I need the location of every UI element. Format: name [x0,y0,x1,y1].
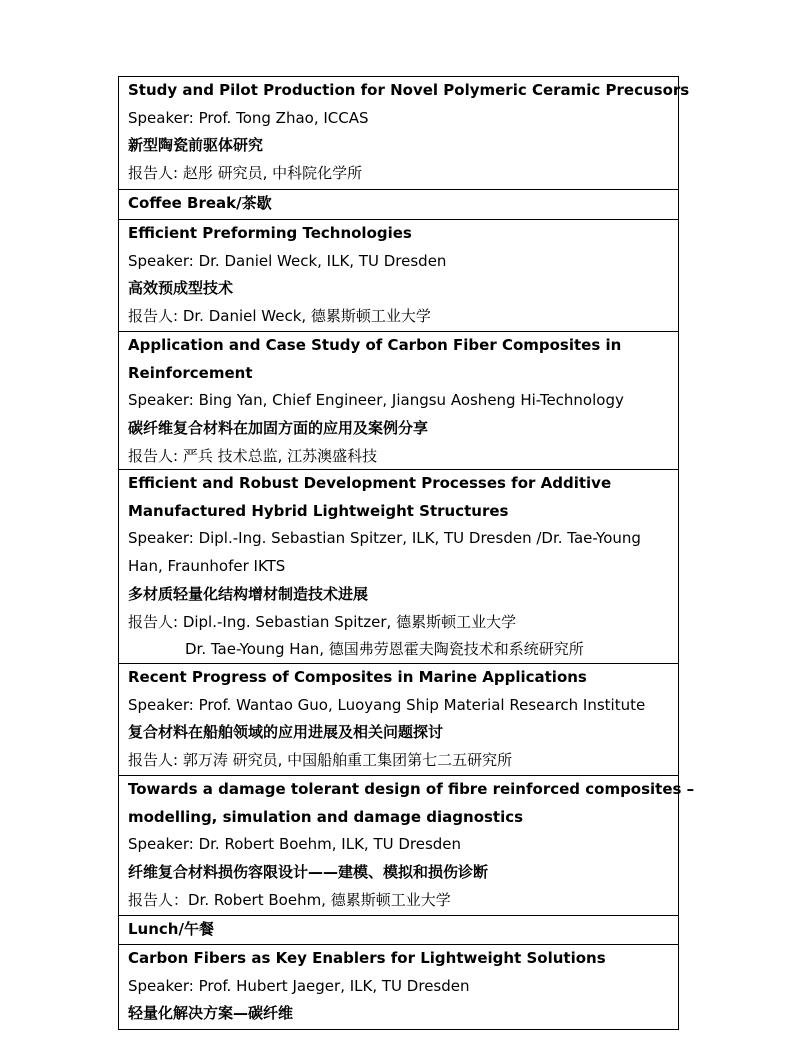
session-speaker-cn: 报告人: 郭万涛 研究员, 中国船舶重工集团第七二五研究所 [128,751,513,770]
session-polymeric-ceramic-precursors [119,77,690,189]
session-carbon-fibers-enablers [119,944,678,1029]
session-damage-tolerant-design [119,775,695,915]
session-title-cn: 复合材料在船舶领域的应用进展及相关问题探讨 [128,723,444,742]
session-speaker-cn-line-1: 报告人: Dipl.-Ing. Sebastian Spitzer, 德累斯顿工业大学 [128,612,517,631]
session-speaker-cn: 报告人: 严兵 技术总监, 江苏澳盛科技 [128,446,378,465]
coffee-break [119,189,678,219]
session-title-cn: 碳纤维复合材料在加固方面的应用及案例分享 [128,419,429,438]
session-speaker-line-1: Speaker: Dipl.-Ing. Sebastian Spitzer, ILK, TU Dresden /Dr. Tae-Young [128,529,641,548]
session-speaker-cn-line-2: Dr. Tae-Young Han, 德国弗劳恩霍夫陶瓷技术和系统研究所 [185,640,584,659]
session-speaker: Speaker: Dr. Robert Boehm, ILK, TU Dresden [128,835,462,854]
session-speaker: Speaker: Prof. Hubert Jaeger, ILK, TU Dresden [128,976,470,995]
session-title-cn: 多材质轻量化结构增材制造技术进展 [128,584,369,603]
session-title-cn: 轻量化解决方案—碳纤维 [128,1004,294,1023]
session-speaker-line-2: Han, Fraunhofer IKTS [128,557,286,576]
lunch-break [119,915,678,944]
session-speaker-cn: 报告人：Dr. Robert Boehm, 德累斯顿工业大学 [128,890,451,909]
session-title-cn: 纤维复合材料损伤容限设计——建模、模拟和损伤诊断 [128,863,489,882]
session-preforming-technologies [119,219,678,331]
session-title: Carbon Fibers as Key Enablers for Lightweight Solutions [128,949,606,967]
session-title: Efficient Preforming Technologies [128,224,412,242]
session-title-cn: 新型陶瓷前驱体研究 [128,136,264,155]
session-carbon-fiber-reinforcement [119,331,678,469]
session-additive-manufacturing [119,469,678,663]
session-title-line-1: Application and Case Study of Carbon Fiber Composites in [128,336,622,354]
session-title-line-1: Towards a damage tolerant design of fibre reinforced composites – [128,780,695,798]
session-speaker: Speaker: Prof. Wantao Guo, Luoyang Ship Material Research Institute [128,695,646,714]
session-speaker: Speaker: Dr. Daniel Weck, ILK, TU Dresden [128,251,447,270]
break-label: Lunch/午餐 [128,920,214,938]
session-title: Study and Pilot Production for Novel Polymeric Ceramic Precusors [128,81,690,99]
session-title-line-2: Reinforcement [128,363,253,382]
session-title-cn: 高效预成型技术 [128,279,234,298]
program-table [118,76,695,1030]
session-title-line-2: Manufactured Hybrid Lightweight Structures [128,501,509,520]
session-title-line-2: modelling, simulation and damage diagnostics [128,807,524,826]
session-title: Recent Progress of Composites in Marine Applications [128,668,587,686]
session-speaker-cn: 报告人: Dr. Daniel Weck, 德累斯顿工业大学 [128,307,431,326]
break-label: Coffee Break/茶歇 [128,194,272,212]
session-speaker: Speaker: Prof. Tong Zhao, ICCAS [128,108,369,127]
session-speaker-cn: 报告人: 赵彤 研究员, 中科院化学所 [128,164,363,183]
session-speaker: Speaker: Bing Yan, Chief Engineer, Jiangsu Aosheng Hi-Technology [128,391,624,410]
session-marine-composites [119,663,678,775]
session-title-line-1: Efficient and Robust Development Processes for Additive [128,474,612,492]
